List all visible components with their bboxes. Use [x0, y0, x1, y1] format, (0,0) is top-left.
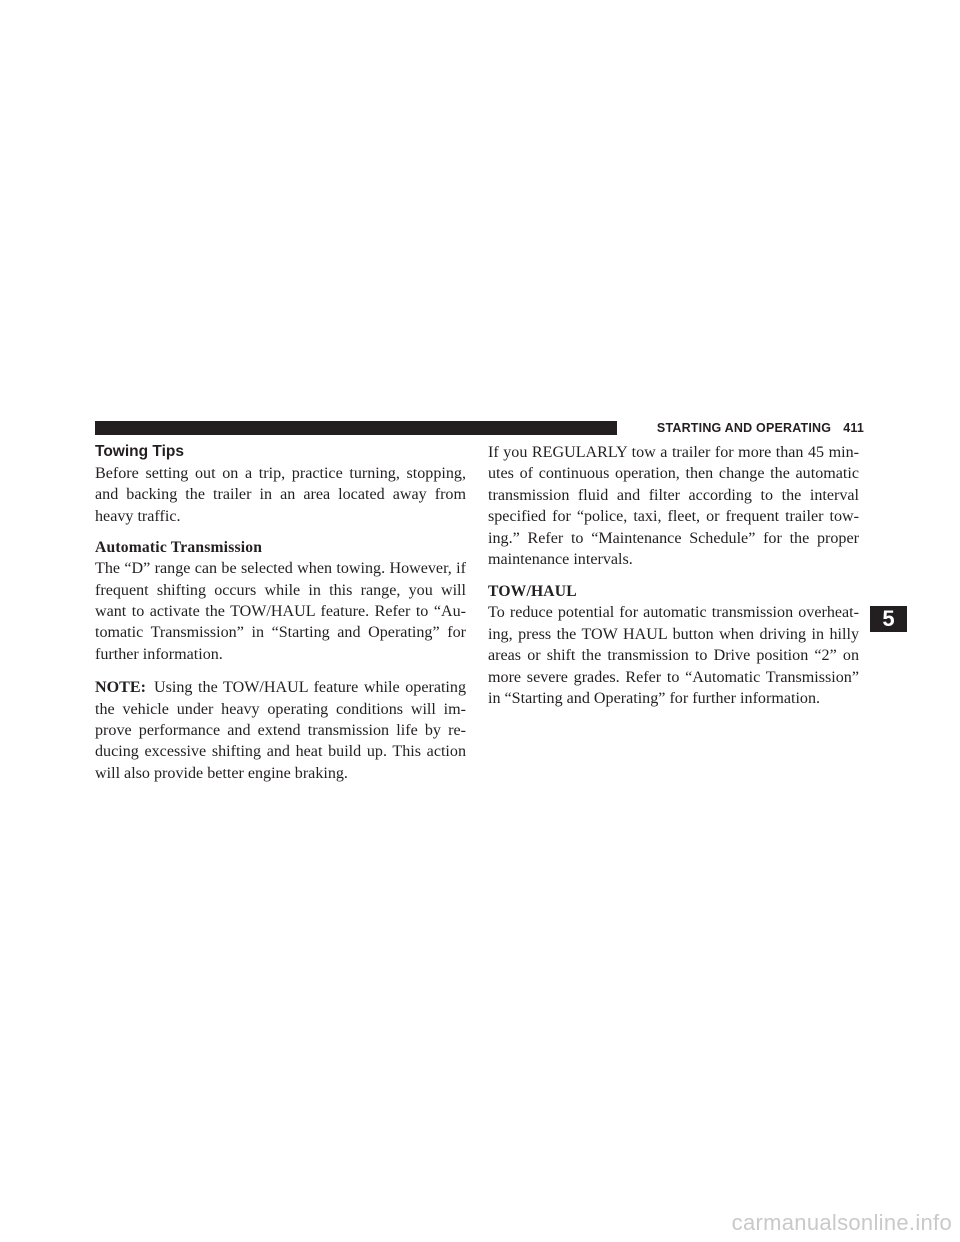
- note-label: NOTE:: [95, 679, 146, 697]
- section-title: STARTING AND OPERATING: [656, 421, 832, 435]
- towing-tips-heading: Towing Tips: [95, 443, 184, 460]
- page-number: 411: [843, 421, 864, 435]
- regular-towing-text: If you REGULARLY tow a trailer for more than 45 min-utes of continuous operation, then change the automatic transmission fluid and filter according to the interval specified for “police, taxi, fleet, or frequent trailer tow-ing.” Refer to “Maintenance Schedule” for the proper maintenance intervals.: [488, 444, 859, 569]
- automatic-transmission-heading: Automatic Transmission: [95, 539, 263, 557]
- note-paragraph: [95, 677, 466, 784]
- left-column: [95, 441, 466, 784]
- tow-haul-heading: TOW/HAUL: [488, 583, 577, 601]
- right-column: [488, 442, 859, 709]
- chapter-tab: 5: [870, 606, 907, 632]
- note-text: Using the TOW/HAUL feature while operating the vehicle under heavy operating conditions will im-prove performance and extend transmission life by re-ducing excessive shifting and heat build up. This action will also provide better engine braking.: [95, 679, 466, 782]
- automatic-transmission-text: The “D” range can be selected when towing. However, if frequent shifting occurs while in this range, you will want to activate the TOW/HAUL feature. Refer to “Au-tomatic Transmission” in “Starting and Operating” for further information.: [95, 560, 466, 663]
- header-rule: [95, 421, 617, 435]
- towing-tips-intro: Before setting out on a trip, practice turning, stopping, and backing the trailer in an area located away from heavy traffic.: [95, 465, 466, 525]
- running-header: [622, 418, 864, 438]
- watermark: carmanualsonline.info: [731, 1210, 952, 1235]
- tow-haul-text: To reduce potential for automatic transmission overheat-ing, press the TOW HAUL button when driving in hilly areas or shift the transmission to Drive position “2” on more severe grades. Refer to “Automatic Transmission” in “Starting and Operating” for further information.: [488, 604, 859, 708]
